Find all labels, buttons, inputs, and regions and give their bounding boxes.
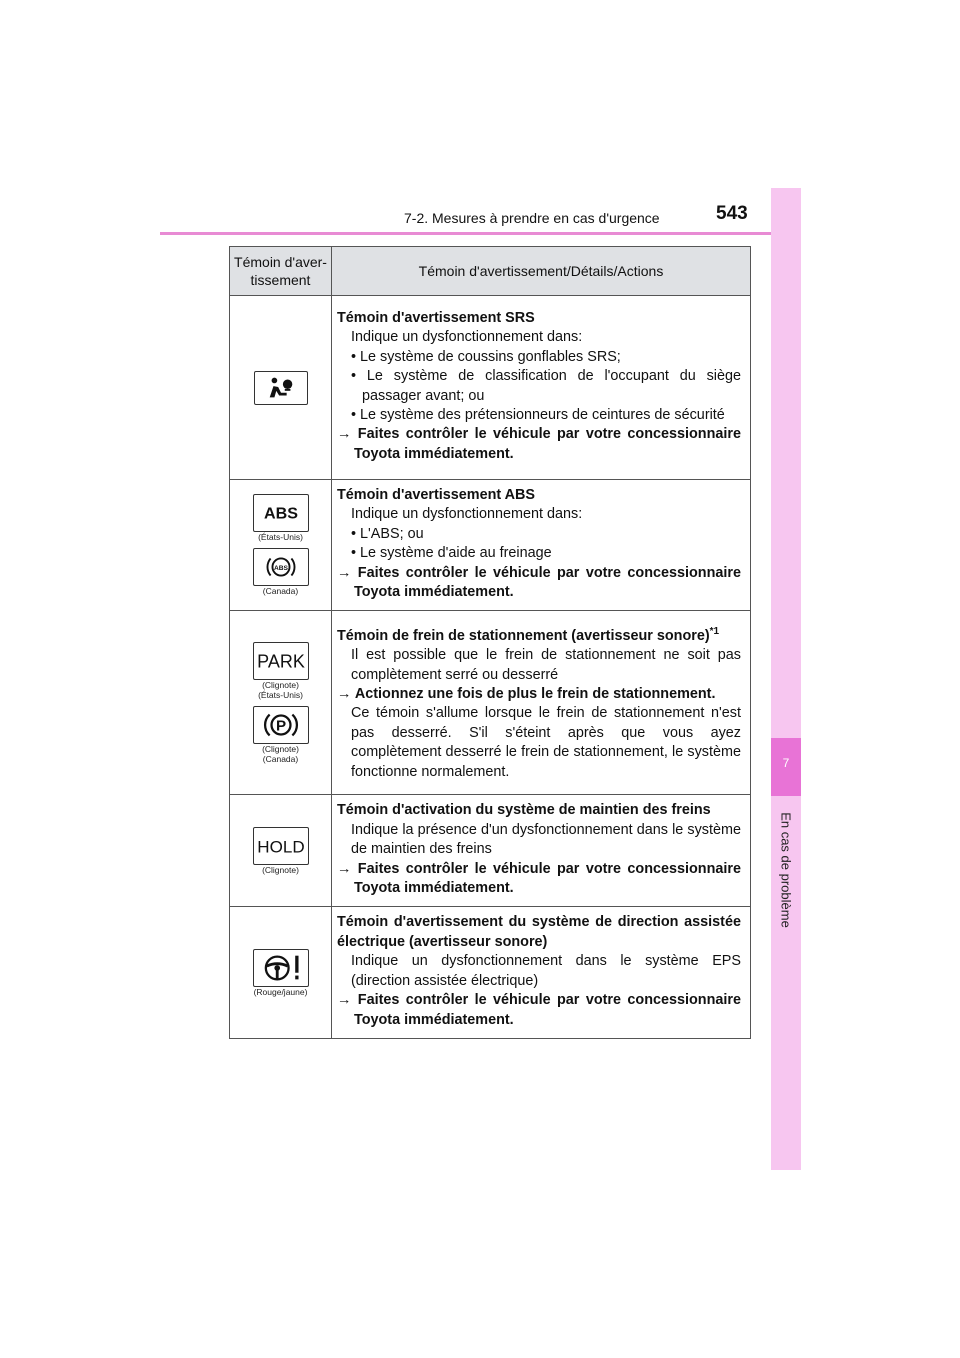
footnote-marker: *1 <box>709 625 720 637</box>
hold-icon <box>253 827 309 865</box>
details-cell <box>332 907 751 1038</box>
header-warning-light: Témoin d'aver- tissement <box>230 247 332 296</box>
list-item: • L'ABS; ou <box>351 525 424 542</box>
list-item: • Le système des prétensionneurs de ceintures de sécurité <box>351 406 725 423</box>
chapter-label: En cas de problème <box>778 812 794 928</box>
icon-caption: (Clignote) <box>262 864 299 875</box>
warning-lights-table <box>229 246 751 1039</box>
row-intro: Indique la présence d'un dysfonctionnement dans le système de maintien des freins <box>351 821 741 858</box>
icon-caption: (Canada) <box>262 753 299 764</box>
row-intro: Il est possible que le frein de stationnement ne soit pas complètement serré ou desserré <box>351 647 741 683</box>
chapter-number: 7 <box>782 756 790 770</box>
icon-cell <box>230 296 332 480</box>
list-item: • Le système d'aide au freinage <box>351 545 552 562</box>
row-title <box>337 622 741 646</box>
row-action: → Faites contrôler le véhicule par votre concessionnaire Toyota immédiatement. <box>337 426 741 462</box>
abs-circle-icon <box>253 548 309 586</box>
row-title: Témoin d'avertissement du système de direction assistée électrique (avertisseur sonore) <box>337 914 741 950</box>
section-header: 7-2. Mesures à prendre en cas d'urgence <box>404 210 660 226</box>
parking-brake-icon-label: P <box>275 717 286 735</box>
row-action: → Faites contrôler le véhicule par votre concessionnaire Toyota immédiatement. <box>337 860 741 897</box>
header-rule <box>160 232 800 235</box>
row-action: → Actionnez une fois de plus le frein de stationnement. <box>337 685 716 702</box>
park-icon <box>253 642 309 680</box>
row-intro: Indique un dysfonctionnement dans: <box>351 329 583 346</box>
details-cell <box>332 795 751 907</box>
row-action: → Faites contrôler le véhicule par votre concessionnaire Toyota immédiatement. <box>337 992 741 1028</box>
details-cell <box>332 296 751 480</box>
row-title: Témoin d'avertissement SRS <box>337 309 535 326</box>
table-row <box>230 611 751 795</box>
list-item: • Le système de classification de l'occupant du siège passager avant; ou <box>351 368 741 404</box>
abs-icon <box>253 494 309 532</box>
table-row <box>230 296 751 480</box>
icon-caption: (Clignote) <box>262 743 299 754</box>
icon-cell <box>230 795 332 907</box>
icon-cell <box>230 611 332 795</box>
row-title-text: Témoin de frein de stationnement (avertisseur sonore) <box>337 627 710 644</box>
header-details: Témoin d'avertissement/Détails/Actions <box>332 247 751 296</box>
table-row <box>230 795 751 907</box>
chapter-tab <box>771 188 801 1170</box>
row-title: Témoin d'avertissement ABS <box>337 487 536 503</box>
parking-brake-circle-icon <box>253 706 309 744</box>
abs-circle-icon-label: ABS <box>273 565 288 573</box>
icon-cell <box>230 480 332 611</box>
table-header-row <box>230 247 751 296</box>
steering-warning-icon <box>253 949 309 987</box>
icon-caption: (Canada) <box>262 586 299 597</box>
hold-icon-label: HOLD <box>256 837 305 857</box>
details-cell <box>332 611 751 795</box>
icon-caption: (Clignote) <box>262 679 299 690</box>
row-intro: Indique un dysfonctionnement dans: <box>351 506 583 523</box>
icon-caption: (États-Unis) <box>258 689 303 700</box>
icon-caption: (États-Unis) <box>258 532 303 543</box>
park-icon-label: PARK <box>256 651 305 672</box>
row-note: Ce témoin s'allume lorsque le frein de stationnement n'est pas desserré. S'il s'éteint après que vous ayez complètement desserré le frein de stationnement, le système fonctionne normalement. <box>351 705 741 780</box>
srs-airbag-icon <box>254 371 308 405</box>
icon-cell <box>230 907 332 1038</box>
table-row <box>230 907 751 1038</box>
row-title: Témoin d'activation du système de maintien des freins <box>337 802 711 819</box>
list-item: • Le système de coussins gonflables SRS; <box>351 348 621 365</box>
row-intro: Indique un dysfonctionnement dans le système EPS (direction assistée électrique) <box>351 953 741 989</box>
details-cell <box>332 480 751 611</box>
page-number: 543 <box>716 203 748 224</box>
row-action: → Faites contrôler le véhicule par votre concessionnaire Toyota immédiatement. <box>337 564 741 601</box>
table-row <box>230 480 751 611</box>
abs-icon-label: ABS <box>263 504 298 523</box>
icon-caption: (Rouge/jaune) <box>253 986 308 997</box>
